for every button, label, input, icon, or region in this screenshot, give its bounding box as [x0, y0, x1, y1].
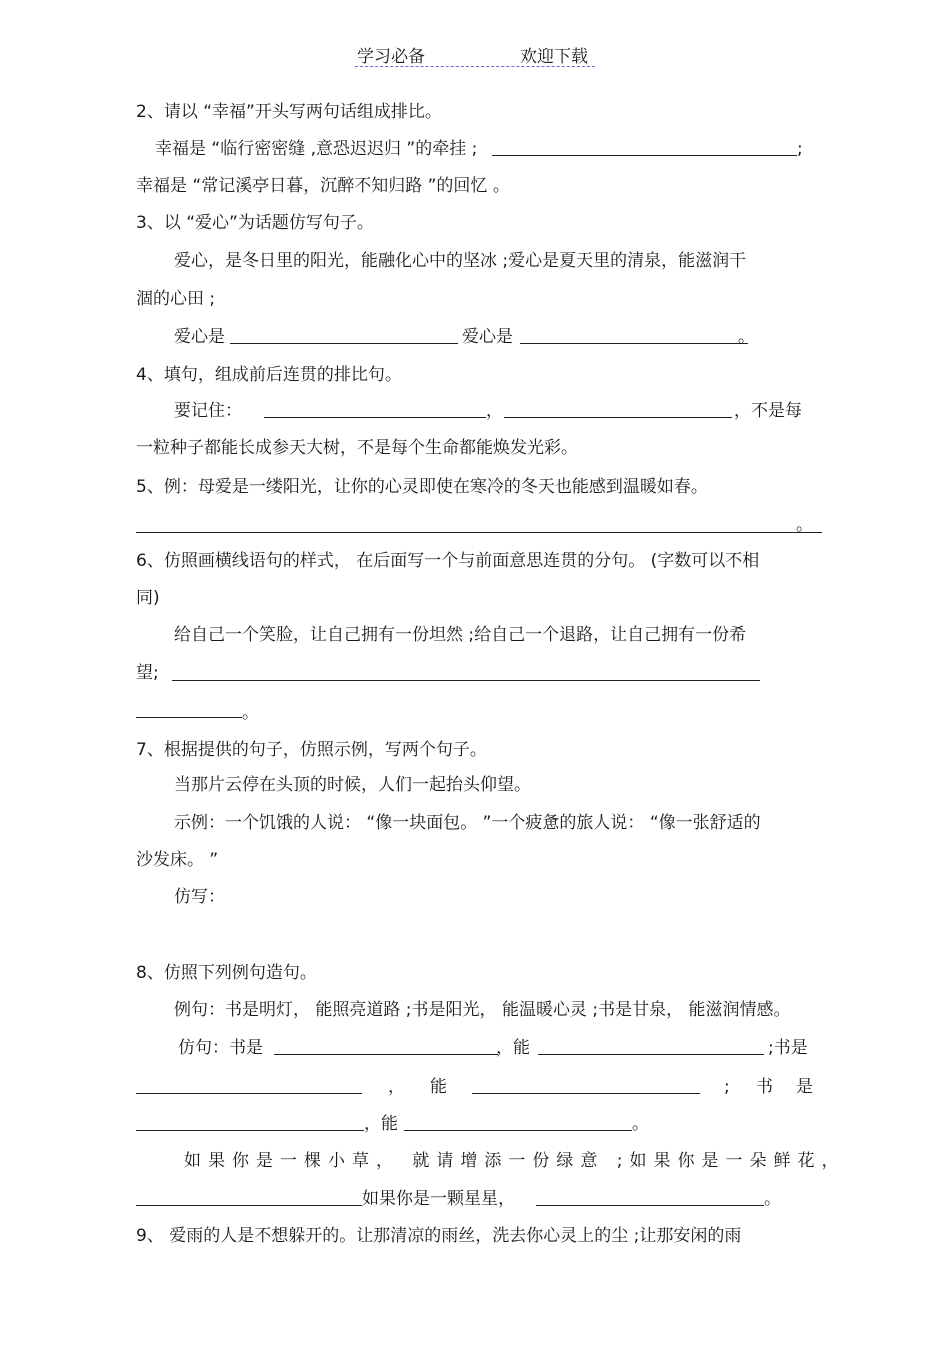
q6-title-2: 同)	[136, 588, 160, 608]
q3-line3-end: 。	[738, 327, 755, 347]
q3-title: 3、以 “爱心”为话题仿写句子。	[136, 213, 374, 233]
q8-l3-neng: ，能	[364, 1114, 398, 1134]
q6-line1: 给自己一个笑脸，让自己拥有一份坦然 ;给自己一个退路，让自己拥有一份希	[174, 625, 747, 645]
q2-blank-1	[492, 155, 797, 156]
q4-line2: 一粒种子都能长成参天大树，不是每个生命都能焕发光彩。	[136, 438, 578, 458]
q8-l5-mid: 如果你是一颗星星，	[362, 1189, 515, 1209]
q5-answer-line	[136, 532, 822, 533]
q6-blank-1	[172, 680, 760, 681]
q7-line2: 示例：一个饥饿的人说： “像一块面包。 ”一个疲惫的旅人说： “像一张舒适的	[174, 813, 761, 833]
q8-imit-shushi: ;书是	[768, 1038, 808, 1058]
q8-blank-6	[404, 1130, 632, 1131]
q8-blank-2	[538, 1054, 764, 1055]
q4-title: 4、填句，组成前后连贯的排比句。	[136, 365, 402, 385]
q7-line3: 沙发床。 ”	[136, 850, 219, 870]
q6-line2: 望;	[136, 663, 159, 683]
q7-line4: 仿写：	[174, 887, 225, 907]
q8-title: 8、仿照下列例句造句。	[136, 963, 317, 983]
q8-blank-7	[136, 1205, 362, 1206]
q8-l3-end: 。	[632, 1114, 649, 1134]
header-left-text: 学习必备	[357, 47, 425, 67]
q8-blank-5	[136, 1130, 364, 1131]
q4-blank-2	[504, 417, 732, 418]
header-right-text: 欢迎下载	[520, 47, 588, 67]
q2-line2: 幸福是 “常记溪亭日暮，沉醉不知归路 ”的回忆 。	[136, 176, 510, 196]
q4-line1-tail: ，不是每	[734, 401, 802, 421]
q3-blank-1	[230, 343, 458, 344]
q8-imit-label: 仿句：书是	[178, 1038, 263, 1058]
q8-l2-comma: ，	[388, 1077, 405, 1097]
q8-imit-neng: ，能	[496, 1038, 530, 1058]
q6-line3-end: 。	[242, 703, 259, 723]
q6-title-1: 6、仿照画横线语句的样式， 在后面写一个与前面意思连贯的分句。 (字数可以不相	[136, 551, 760, 571]
q5-title: 5、例：母爱是一缕阳光，让你的心灵即使在寒冷的冬天也能感到温暖如春。	[136, 477, 708, 497]
q8-blank-8	[536, 1205, 764, 1206]
q8-l2-shi: 是	[796, 1077, 813, 1097]
q7-title: 7、根据提供的句子，仿照示例，写两个句子。	[136, 740, 487, 760]
q4-blank-1	[264, 417, 486, 418]
page-header	[355, 40, 595, 67]
q3-line2: 涸的心田 ;	[136, 289, 216, 309]
q2-title: 2、请以 “幸福”开头写两句话组成排比。	[136, 102, 442, 122]
q8-blank-1	[274, 1054, 498, 1055]
q8-l5-end: 。	[764, 1189, 781, 1209]
q8-l2-shu: 书	[756, 1077, 773, 1097]
q9-line1: 9、 爱雨的人是不想躲开的。让那清凉的雨丝，洗去你心灵上的尘 ;让那安闲的雨	[136, 1226, 742, 1246]
q5-end: 。	[796, 515, 813, 535]
q8-l2-neng: 能	[430, 1077, 447, 1097]
q2-line1: 幸福是 “临行密密缝 ,意恐迟迟归 ”的牵挂 ;	[155, 139, 478, 159]
q8-blank-3	[136, 1093, 362, 1094]
q8-l4: 如果你是一棵小草， 就请增添一份绿意 ;如果你是一朵鲜花，	[184, 1151, 846, 1171]
q3-blank-2	[520, 343, 748, 344]
q7-line1: 当那片云停在头顶的时候，人们一起抬头仰望。	[174, 775, 531, 795]
q3-line1: 爱心，是冬日里的阳光，能融化心中的坚冰 ;爱心是夏天里的清泉，能滋润干	[174, 251, 747, 271]
q3-line3-label-b: 爱心是	[462, 327, 513, 347]
q6-blank-2	[136, 717, 242, 718]
q3-line3-label-a: 爱心是	[174, 327, 225, 347]
q8-blank-4	[472, 1093, 700, 1094]
q8-example: 例句：书是明灯， 能照亮道路 ;书是阳光， 能温暖心灵 ;书是甘泉， 能滋润情感。	[174, 1000, 791, 1020]
q2-line1-end: ;	[797, 139, 803, 159]
q8-l2-semi: ;	[724, 1077, 730, 1097]
q4-line1-comma: ，	[486, 401, 503, 421]
q4-line1-label: 要记住：	[174, 401, 242, 421]
